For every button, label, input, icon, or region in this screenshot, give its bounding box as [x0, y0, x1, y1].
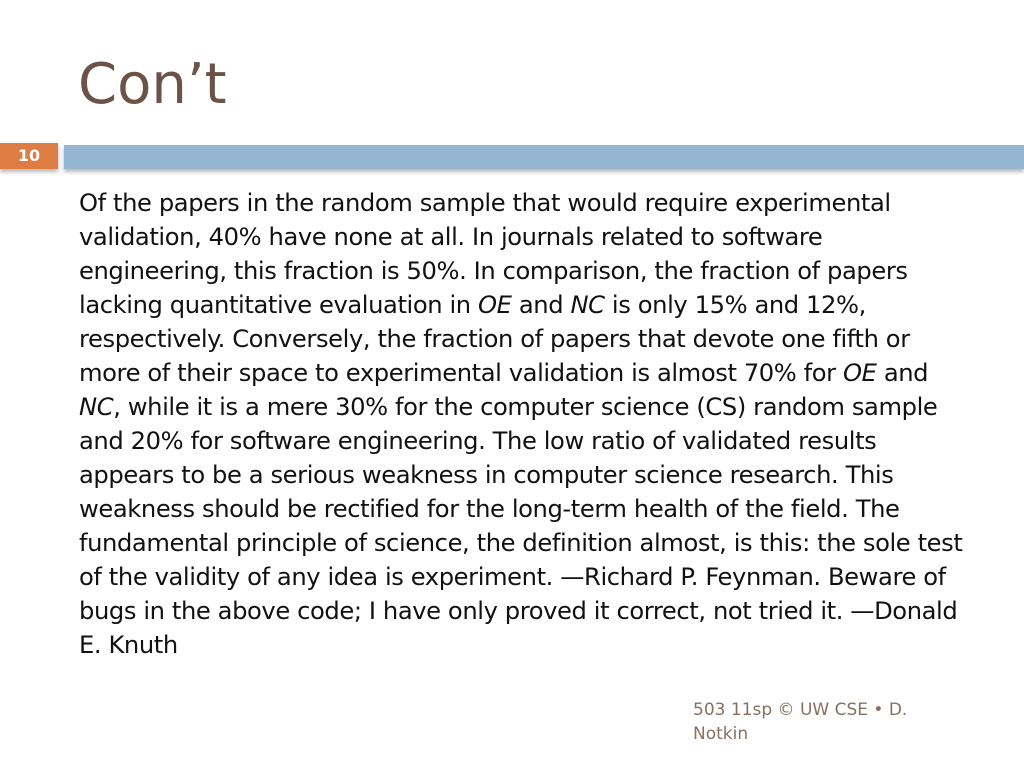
body-italic-nc: NC [79, 393, 114, 421]
body-paragraph [79, 186, 969, 662]
body-text-segment: is only 15% and 12%, respectively. Conversely, the fraction of papers that devote one fifth or more of their space to experimental validation is almost 70% for [79, 291, 910, 387]
title-divider-bar [64, 145, 1024, 169]
body-text-segment: , while it is a mere 30% for the computer science (CS) random sample and 20% for software engineering. The low ratio of validated results appears to be a serious weakness in computer science research. This weakness should be rectified for the long-term health of the field. The fundamental principle of science, the definition almost, is this: the sole test of the validity of any idea is experiment. —Richard P. Feynman. Beware of bugs in the above code; I have only proved it correct, not tried it. —Donald E. Knuth [79, 393, 963, 659]
body-text-segment: and [511, 291, 571, 319]
body-italic-oe: OE [478, 291, 512, 319]
body-italic-nc: NC [570, 291, 605, 319]
slide-title: Con’t [78, 52, 227, 117]
body-italic-oe: OE [843, 359, 877, 387]
body-text-segment: Of the papers in the random sample that would require experimental validation, 40% have none at all. In journals related to software engineering, this fraction is 50%. In comparison, the fraction of papers lacking quantitative evaluation in [79, 189, 908, 319]
body-text-segment: and [876, 359, 929, 387]
slide-footer: 503 11sp © UW CSE • D. Notkin [693, 700, 908, 744]
slide-number-badge: 10 [0, 143, 58, 169]
